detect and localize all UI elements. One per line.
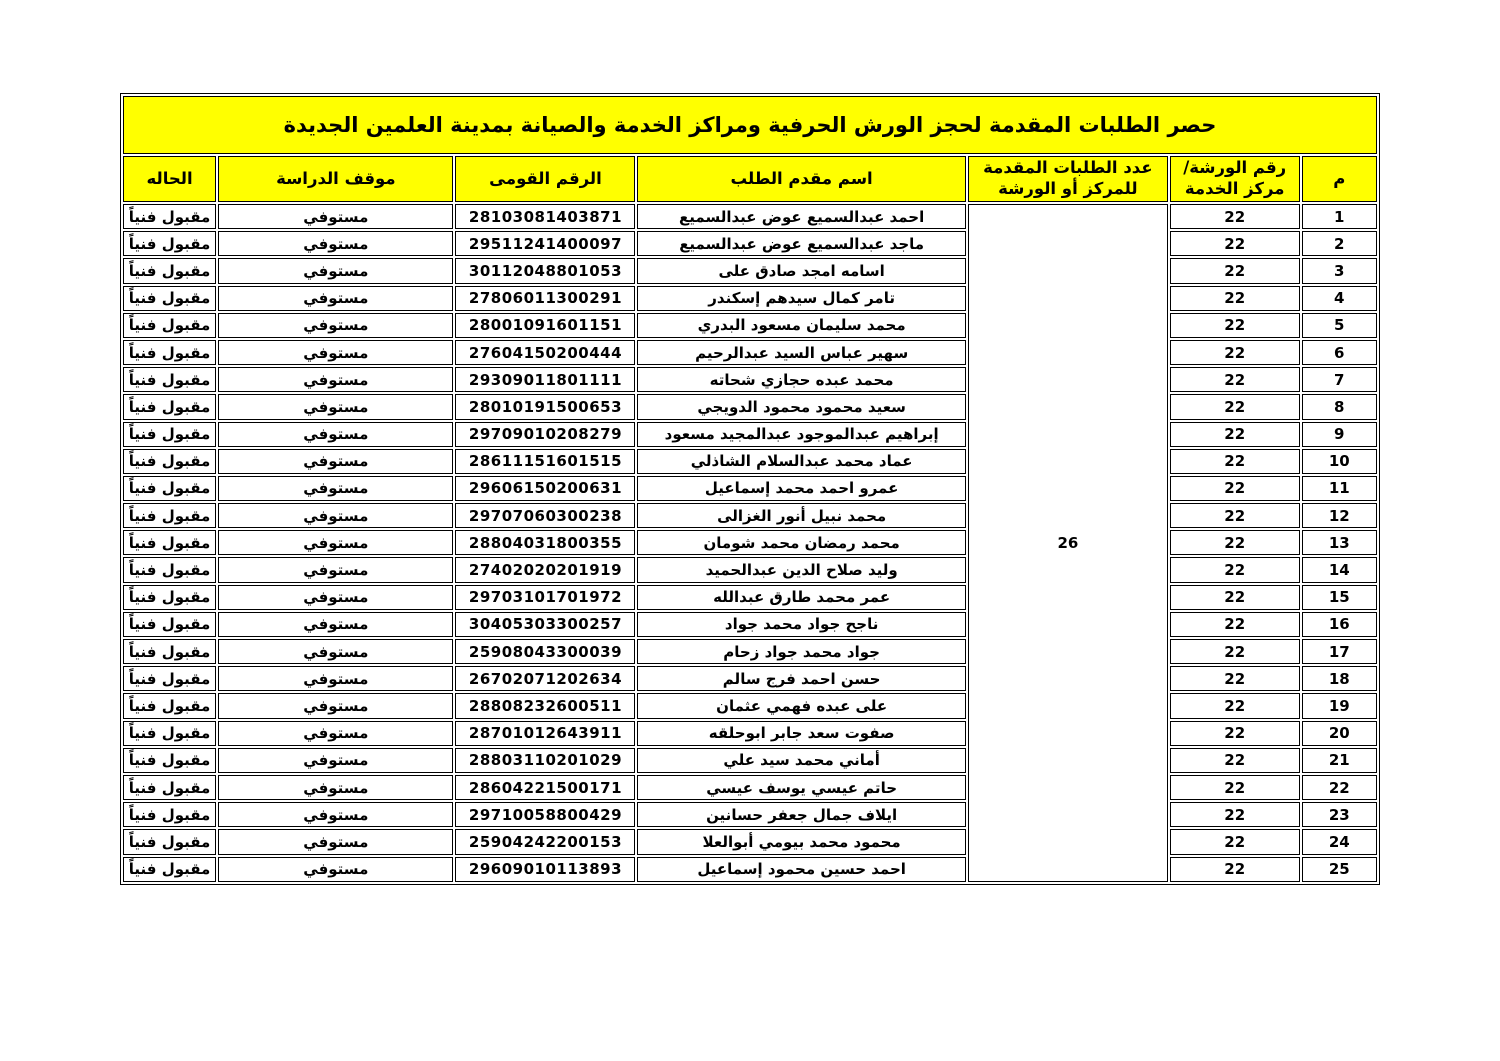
table-row <box>123 530 1377 555</box>
cell-study-status: مستوفي <box>218 557 453 582</box>
cell-study-status: مستوفي <box>218 313 453 338</box>
cell-national-id: 30112048801053 <box>455 258 635 283</box>
table-row <box>123 286 1377 311</box>
applications-table <box>120 93 1380 885</box>
table-row <box>123 557 1377 582</box>
cell-num: 4 <box>1302 286 1377 311</box>
cell-national-id: 29709010208279 <box>455 422 635 447</box>
cell-study-status: مستوفي <box>218 802 453 827</box>
cell-num: 19 <box>1302 693 1377 718</box>
cell-num: 7 <box>1302 367 1377 392</box>
cell-applicant-name: محمد رمضان محمد شومان <box>637 530 965 555</box>
col-header-num: م <box>1302 156 1377 202</box>
cell-num: 5 <box>1302 313 1377 338</box>
cell-num: 3 <box>1302 258 1377 283</box>
header-row <box>123 156 1377 202</box>
cell-status: مقبول فنياً <box>123 367 216 392</box>
cell-study-status: مستوفي <box>218 340 453 365</box>
table-row <box>123 666 1377 691</box>
cell-national-id: 25908043300039 <box>455 639 635 664</box>
cell-num: 23 <box>1302 802 1377 827</box>
cell-study-status: مستوفي <box>218 612 453 637</box>
cell-applicant-name: اسامه امجد صادق على <box>637 258 965 283</box>
table-row <box>123 449 1377 474</box>
cell-status: مقبول فنياً <box>123 340 216 365</box>
cell-applicant-name: أماني محمد سيد علي <box>637 748 965 773</box>
cell-num: 18 <box>1302 666 1377 691</box>
cell-applicant-name: على عبده فهمي عثمان <box>637 693 965 718</box>
table-row <box>123 313 1377 338</box>
cell-study-status: مستوفي <box>218 775 453 800</box>
cell-workshop-number: 22 <box>1170 639 1300 664</box>
cell-national-id: 26702071202634 <box>455 666 635 691</box>
table-row <box>123 857 1377 882</box>
cell-status: مقبول فنياً <box>123 557 216 582</box>
table-row <box>123 748 1377 773</box>
cell-study-status: مستوفي <box>218 530 453 555</box>
cell-workshop-number: 22 <box>1170 557 1300 582</box>
cell-num: 6 <box>1302 340 1377 365</box>
cell-num: 17 <box>1302 639 1377 664</box>
cell-num: 9 <box>1302 422 1377 447</box>
col-header-applications: عدد الطلبات المقدمة للمركز أو الورشة <box>968 156 1168 202</box>
table-row <box>123 585 1377 610</box>
cell-num: 11 <box>1302 476 1377 501</box>
cell-status: مقبول فنياً <box>123 394 216 419</box>
cell-status: مقبول فنياً <box>123 775 216 800</box>
cell-applicant-name: وليد صلاح الدين عبدالحميد <box>637 557 965 582</box>
table-row <box>123 476 1377 501</box>
cell-applicant-name: عمر محمد طارق عبدالله <box>637 585 965 610</box>
cell-study-status: مستوفي <box>218 367 453 392</box>
cell-national-id: 29707060300238 <box>455 503 635 528</box>
cell-national-id: 28701012643911 <box>455 721 635 746</box>
cell-applications-count: 26 <box>968 204 1168 882</box>
col-header-study-status: موقف الدراسة <box>218 156 453 202</box>
table-row <box>123 721 1377 746</box>
cell-national-id: 30405303300257 <box>455 612 635 637</box>
cell-national-id: 29703101701972 <box>455 585 635 610</box>
cell-workshop-number: 22 <box>1170 394 1300 419</box>
cell-national-id: 27604150200444 <box>455 340 635 365</box>
cell-workshop-number: 22 <box>1170 802 1300 827</box>
cell-national-id: 28604221500171 <box>455 775 635 800</box>
cell-applicant-name: محمود محمد بيومي أبوالعلا <box>637 829 965 854</box>
cell-num: 13 <box>1302 530 1377 555</box>
table-row <box>123 231 1377 256</box>
cell-applicant-name: ايلاف جمال جعفر حسانين <box>637 802 965 827</box>
cell-num: 20 <box>1302 721 1377 746</box>
cell-study-status: مستوفي <box>218 422 453 447</box>
cell-num: 2 <box>1302 231 1377 256</box>
cell-national-id: 29710058800429 <box>455 802 635 827</box>
cell-national-id: 28611151601515 <box>455 449 635 474</box>
cell-status: مقبول فنياً <box>123 204 216 229</box>
cell-workshop-number: 22 <box>1170 367 1300 392</box>
cell-study-status: مستوفي <box>218 857 453 882</box>
cell-applicant-name: سهير عباس السيد عبدالرحيم <box>637 340 965 365</box>
cell-applicant-name: احمد حسين محمود إسماعيل <box>637 857 965 882</box>
table-row <box>123 639 1377 664</box>
cell-national-id: 27806011300291 <box>455 286 635 311</box>
cell-status: مقبول فنياً <box>123 422 216 447</box>
cell-national-id: 28010191500653 <box>455 394 635 419</box>
table-row <box>123 258 1377 283</box>
cell-workshop-number: 22 <box>1170 313 1300 338</box>
cell-study-status: مستوفي <box>218 231 453 256</box>
cell-num: 15 <box>1302 585 1377 610</box>
cell-workshop-number: 22 <box>1170 748 1300 773</box>
cell-workshop-number: 22 <box>1170 721 1300 746</box>
cell-applicant-name: جواد محمد جواد زحام <box>637 639 965 664</box>
cell-national-id: 27402020201919 <box>455 557 635 582</box>
cell-status: مقبول فنياً <box>123 829 216 854</box>
cell-workshop-number: 22 <box>1170 231 1300 256</box>
table-row <box>123 394 1377 419</box>
cell-workshop-number: 22 <box>1170 422 1300 447</box>
cell-workshop-number: 22 <box>1170 857 1300 882</box>
table-row <box>123 340 1377 365</box>
cell-workshop-number: 22 <box>1170 693 1300 718</box>
cell-applicant-name: محمد نبيل أنور الغزالى <box>637 503 965 528</box>
col-header-national-id: الرقم القومى <box>455 156 635 202</box>
cell-study-status: مستوفي <box>218 449 453 474</box>
cell-study-status: مستوفي <box>218 286 453 311</box>
cell-national-id: 28001091601151 <box>455 313 635 338</box>
cell-workshop-number: 22 <box>1170 612 1300 637</box>
cell-applicant-name: عماد محمد عبدالسلام الشاذلي <box>637 449 965 474</box>
col-header-status: الحاله <box>123 156 216 202</box>
table-row <box>123 829 1377 854</box>
cell-study-status: مستوفي <box>218 503 453 528</box>
cell-applicant-name: إبراهيم عبدالموجود عبدالمجيد مسعود <box>637 422 965 447</box>
cell-status: مقبول فنياً <box>123 585 216 610</box>
cell-workshop-number: 22 <box>1170 258 1300 283</box>
cell-status: مقبول فنياً <box>123 530 216 555</box>
table-row <box>123 612 1377 637</box>
col-header-workshop: رقم الورشة/ مركز الخدمة <box>1170 156 1300 202</box>
cell-num: 22 <box>1302 775 1377 800</box>
cell-num: 14 <box>1302 557 1377 582</box>
cell-national-id: 28808232600511 <box>455 693 635 718</box>
cell-status: مقبول فنياً <box>123 503 216 528</box>
cell-workshop-number: 22 <box>1170 666 1300 691</box>
cell-applicant-name: حسن احمد فرج سالم <box>637 666 965 691</box>
cell-status: مقبول فنياً <box>123 721 216 746</box>
cell-applicant-name: احمد عبدالسميع عوض عبدالسميع <box>637 204 965 229</box>
cell-status: مقبول فنياً <box>123 286 216 311</box>
cell-status: مقبول فنياً <box>123 748 216 773</box>
cell-num: 21 <box>1302 748 1377 773</box>
cell-applicant-name: حاتم عيسي يوسف عيسي <box>637 775 965 800</box>
cell-study-status: مستوفي <box>218 721 453 746</box>
table-row <box>123 775 1377 800</box>
cell-study-status: مستوفي <box>218 693 453 718</box>
cell-workshop-number: 22 <box>1170 204 1300 229</box>
cell-num: 16 <box>1302 612 1377 637</box>
cell-applicant-name: محمد عبده حجازي شحاته <box>637 367 965 392</box>
cell-national-id: 25904242200153 <box>455 829 635 854</box>
table-row <box>123 802 1377 827</box>
cell-national-id: 28804031800355 <box>455 530 635 555</box>
cell-status: مقبول فنياً <box>123 258 216 283</box>
cell-study-status: مستوفي <box>218 748 453 773</box>
title-row <box>123 96 1377 154</box>
cell-applicant-name: صفوت سعد جابر ابوحلقه <box>637 721 965 746</box>
table-row <box>123 693 1377 718</box>
cell-national-id: 29511241400097 <box>455 231 635 256</box>
col-header-applicant: اسم مقدم الطلب <box>637 156 965 202</box>
cell-num: 25 <box>1302 857 1377 882</box>
cell-national-id: 29609010113893 <box>455 857 635 882</box>
cell-num: 24 <box>1302 829 1377 854</box>
cell-applicant-name: سعيد محمود محمود الدويجي <box>637 394 965 419</box>
cell-study-status: مستوفي <box>218 639 453 664</box>
cell-status: مقبول فنياً <box>123 313 216 338</box>
cell-workshop-number: 22 <box>1170 476 1300 501</box>
cell-study-status: مستوفي <box>218 585 453 610</box>
table-row <box>123 422 1377 447</box>
applications-table-grid <box>121 94 1379 884</box>
cell-status: مقبول فنياً <box>123 693 216 718</box>
table-row <box>123 503 1377 528</box>
cell-study-status: مستوفي <box>218 829 453 854</box>
cell-study-status: مستوفي <box>218 666 453 691</box>
cell-study-status: مستوفي <box>218 204 453 229</box>
table-row <box>123 204 1377 229</box>
cell-workshop-number: 22 <box>1170 503 1300 528</box>
cell-workshop-number: 22 <box>1170 340 1300 365</box>
cell-applicant-name: ماجد عبدالسميع عوض عبدالسميع <box>637 231 965 256</box>
cell-national-id: 29309011801111 <box>455 367 635 392</box>
cell-status: مقبول فنياً <box>123 612 216 637</box>
cell-status: مقبول فنياً <box>123 666 216 691</box>
table-row <box>123 367 1377 392</box>
cell-applicant-name: تامر كمال سيدهم إسكندر <box>637 286 965 311</box>
cell-status: مقبول فنياً <box>123 802 216 827</box>
cell-status: مقبول فنياً <box>123 639 216 664</box>
cell-workshop-number: 22 <box>1170 829 1300 854</box>
cell-national-id: 28803110201029 <box>455 748 635 773</box>
cell-national-id: 28103081403871 <box>455 204 635 229</box>
cell-status: مقبول فنياً <box>123 476 216 501</box>
cell-study-status: مستوفي <box>218 476 453 501</box>
cell-applicant-name: عمرو احمد محمد إسماعيل <box>637 476 965 501</box>
cell-applicant-name: ناجح جواد محمد جواد <box>637 612 965 637</box>
cell-workshop-number: 22 <box>1170 286 1300 311</box>
cell-workshop-number: 22 <box>1170 775 1300 800</box>
cell-status: مقبول فنياً <box>123 231 216 256</box>
cell-applicant-name: محمد سليمان مسعود البدري <box>637 313 965 338</box>
cell-workshop-number: 22 <box>1170 530 1300 555</box>
cell-study-status: مستوفي <box>218 394 453 419</box>
cell-num: 1 <box>1302 204 1377 229</box>
cell-num: 10 <box>1302 449 1377 474</box>
table-title: حصر الطلبات المقدمة لحجز الورش الحرفية ومراكز الخدمة والصيانة بمدينة العلمين الجديدة <box>123 96 1377 154</box>
cell-num: 12 <box>1302 503 1377 528</box>
cell-status: مقبول فنياً <box>123 449 216 474</box>
cell-workshop-number: 22 <box>1170 449 1300 474</box>
cell-status: مقبول فنياً <box>123 857 216 882</box>
cell-study-status: مستوفي <box>218 258 453 283</box>
cell-workshop-number: 22 <box>1170 585 1300 610</box>
cell-num: 8 <box>1302 394 1377 419</box>
cell-national-id: 29606150200631 <box>455 476 635 501</box>
